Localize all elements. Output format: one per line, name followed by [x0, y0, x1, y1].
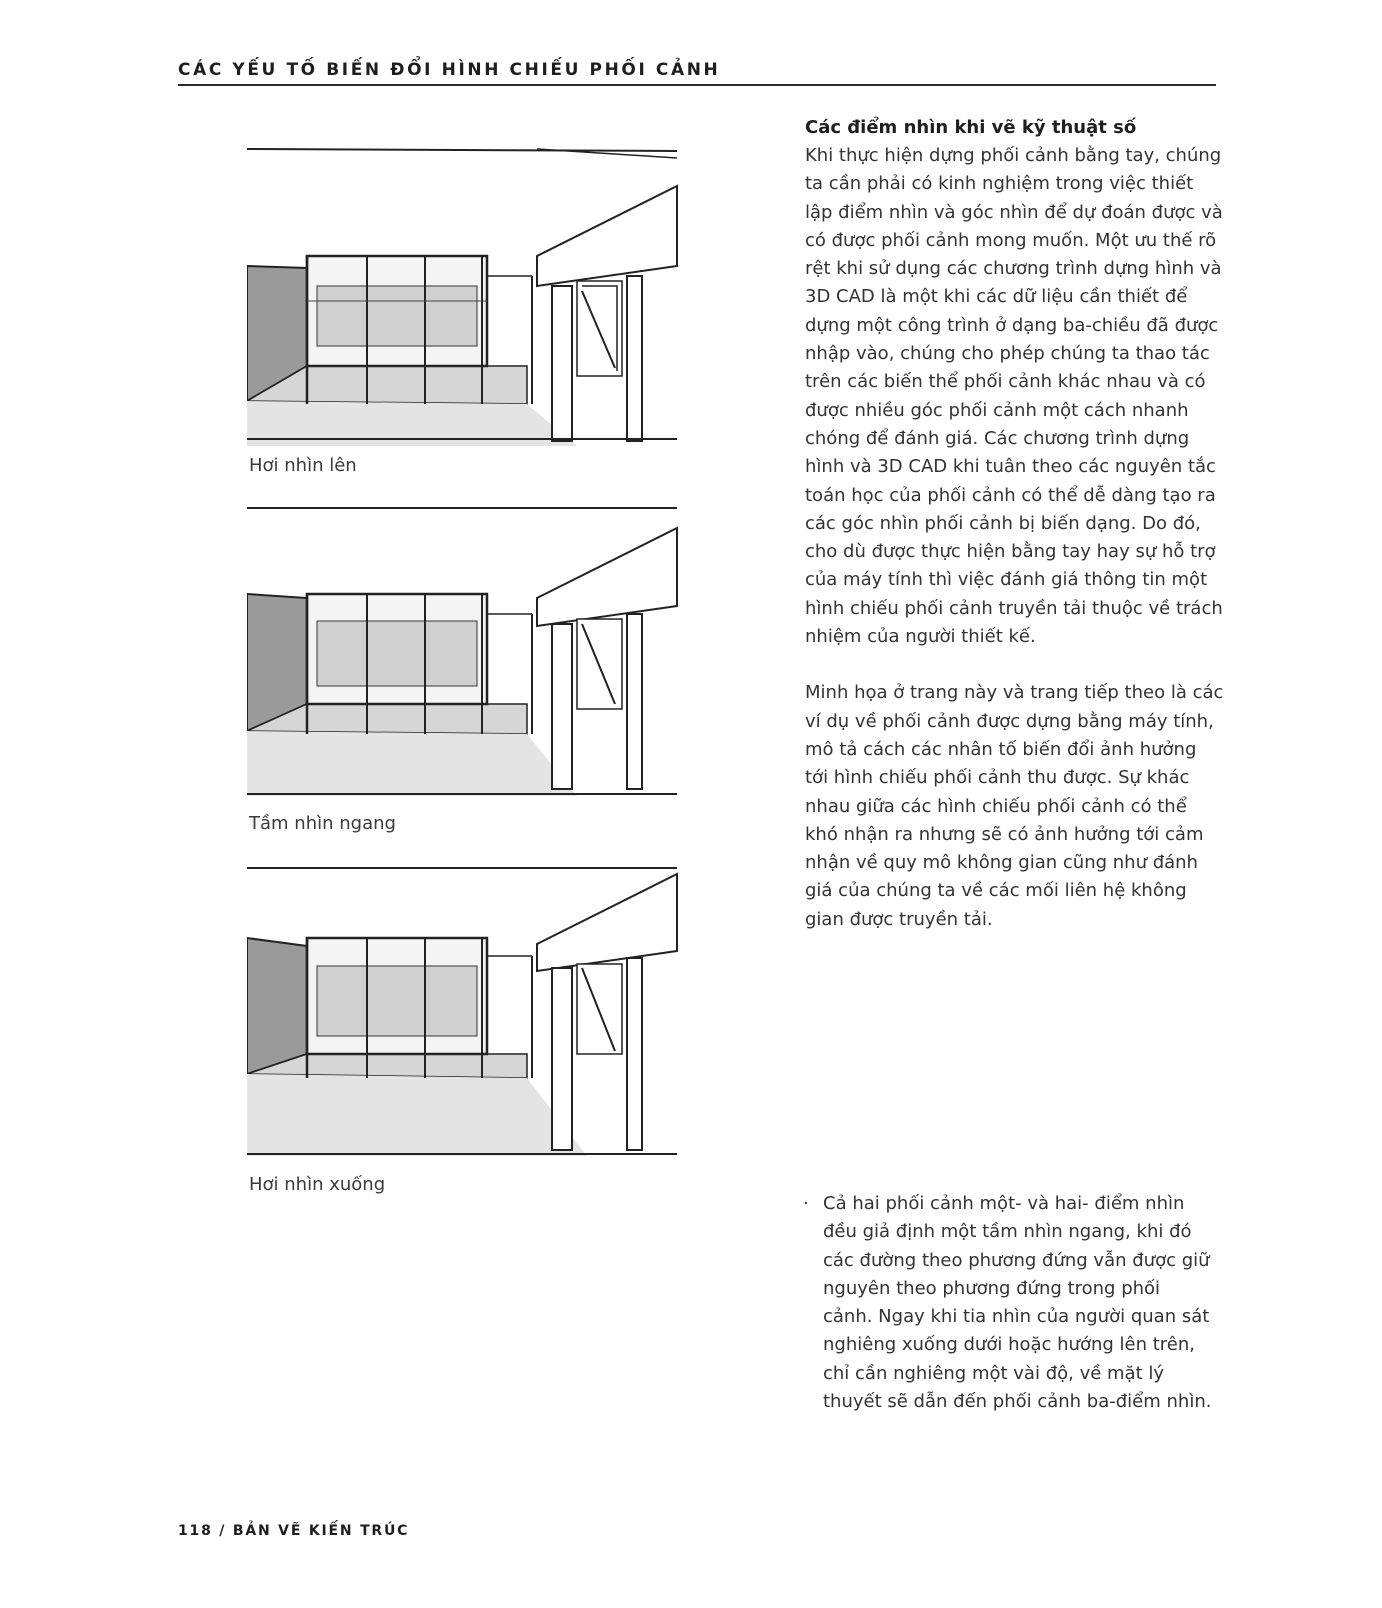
perspective-drawing	[247, 146, 682, 456]
figure-looking-down	[247, 866, 682, 1171]
bullet-note	[805, 1190, 1215, 1416]
bullet-mark: ·	[803, 1193, 809, 1214]
paragraph: Minh họa ở trang này và trang tiếp theo là các ví dụ về phối cảnh được dựng bằng máy tính, mô tả cách các nhân tố biến đổi ảnh hưởng tới hình chiếu phối cảnh thu được. Sự khác nhau giữa các hình chiếu phối cảnh có thể khó nhận ra nhưng sẽ có ảnh hưởng tới cảm nhận về quy mô không gian cũng như đánh giá của chúng ta về các mối liên hệ không gian được truyền tải.	[805, 682, 1224, 930]
figure-caption: Hơi nhìn lên	[249, 455, 357, 476]
running-header: CÁC YẾU TỐ BIẾN ĐỔI HÌNH CHIẾU PHỐI CẢNH	[178, 60, 721, 80]
text-column	[805, 114, 1225, 934]
perspective-drawing	[247, 506, 682, 811]
figure-caption: Hơi nhìn xuống	[249, 1174, 386, 1195]
figure-caption: Tầm nhìn ngang	[249, 813, 396, 834]
bullet-text: Cả hai phối cảnh một- và hai- điểm nhìn đều giả định một tầm nhìn ngang, khi đó các đường theo phương đứng vẫn được giữ nguyên theo phương đứng trong phối cảnh. Ngay khi tia nhìn của người quan sát nghiêng xuống dưới hoặc hướng lên trên, chỉ cần nghiêng một vài độ, về mặt lý thuyết sẽ dẫn đến phối cảnh ba-điểm nhìn.	[823, 1193, 1212, 1413]
figure-looking-up	[247, 146, 682, 456]
paragraph: Khi thực hiện dựng phối cảnh bằng tay, chúng ta cần phải có kinh nghiệm trong việc thiết lập điểm nhìn và góc nhìn để dự đoán được và có được phối cảnh mong muốn. Một ưu thế rõ rệt khi sử dụng các chương trình dựng hình và 3D CAD là một khi các dữ liệu cần thiết để dựng một công trình ở dạng ba-chiều đã được nhập vào, chúng cho phép chúng ta thao tác trên các biến thể phối cảnh khác nhau và có được nhiều góc phối cảnh một cách nhanh chóng để đánh giá. Các chương trình dựng hình và 3D CAD khi tuân theo các nguyên tắc toán học của phối cảnh có thể dễ dàng tạo ra các góc nhìn phối cảnh bị biến dạng. Do đó, cho dù được thực hiện bằng tay hay sự hỗ trợ của máy tính thì việc đánh giá thông tin một hình chiếu phối cảnh truyền tải thuộc về trách nhiệm của người thiết kế.	[805, 145, 1223, 648]
page-footer: 118 / BẢN VẼ KIẾN TRÚC	[178, 1523, 410, 1539]
header-rule	[178, 84, 1216, 86]
perspective-drawing	[247, 866, 682, 1171]
figure-eye-level	[247, 506, 682, 811]
section-title: Các điểm nhìn khi vẽ kỹ thuật số	[805, 117, 1137, 138]
